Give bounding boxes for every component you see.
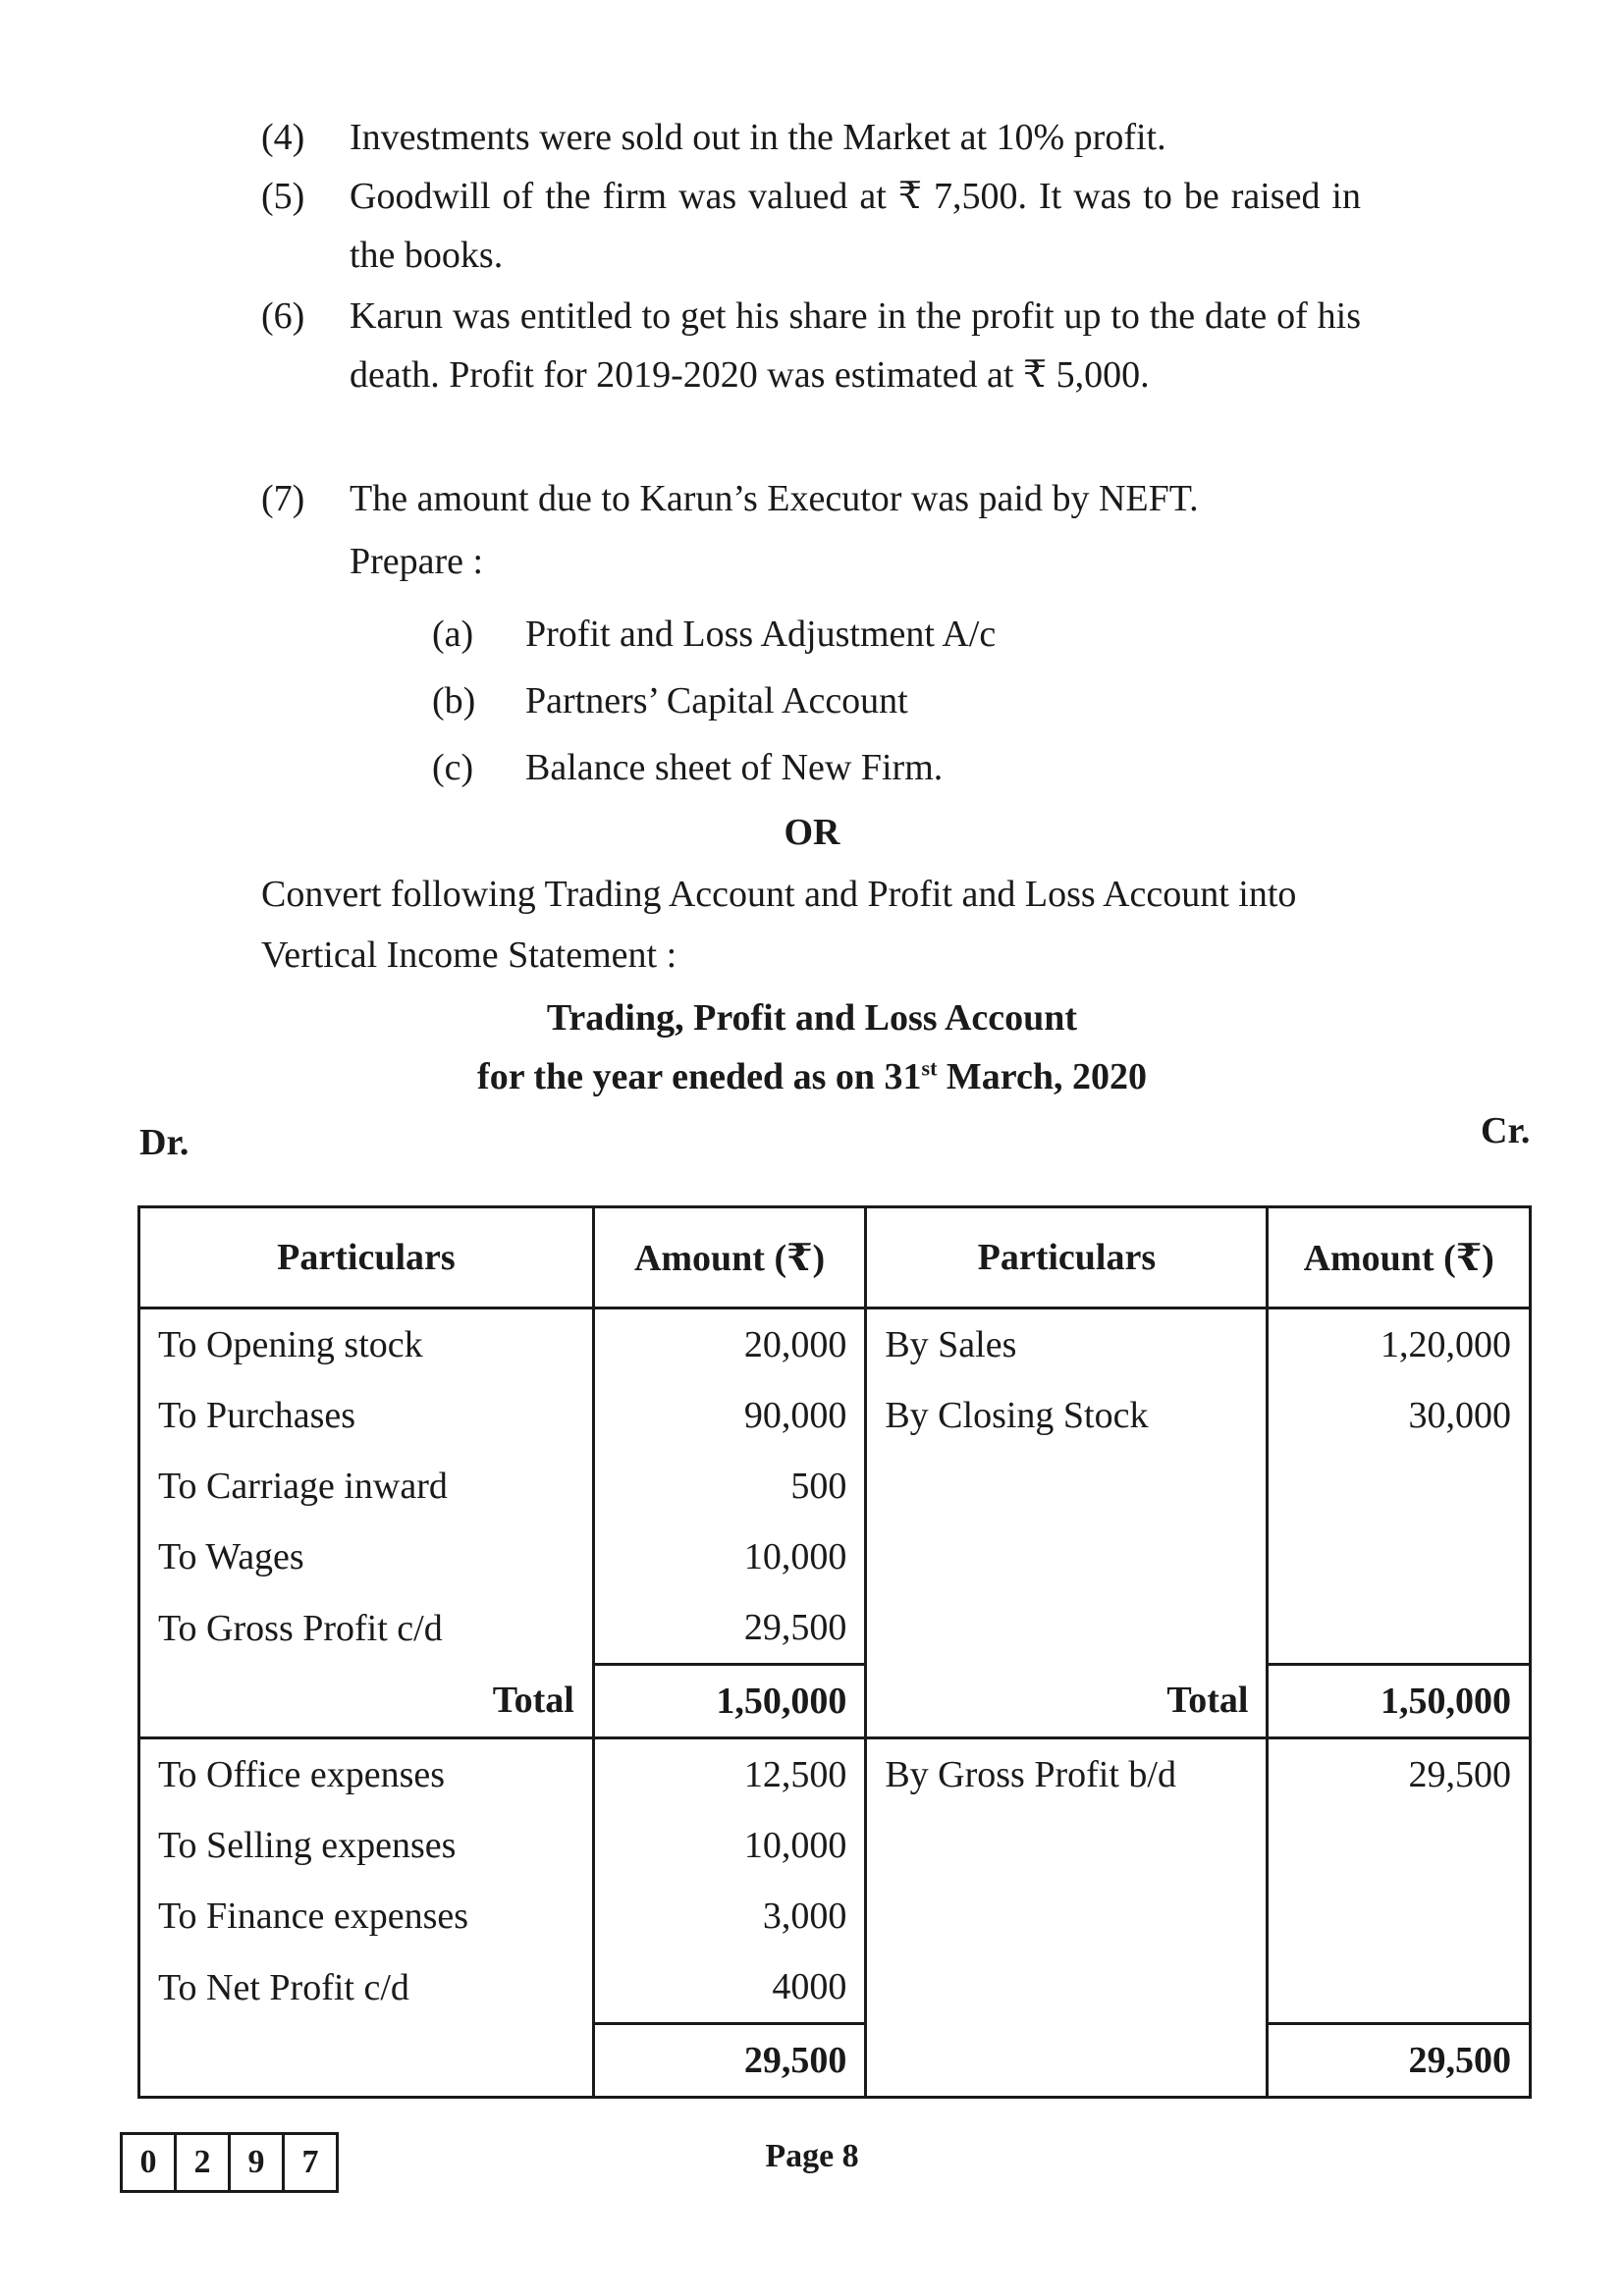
cr-particular xyxy=(866,1951,1268,2024)
table-header-row xyxy=(139,1207,1531,1308)
cr-total-blank xyxy=(866,2024,1268,2098)
item-text: Goodwill of the firm was valued at ₹ 7,500. It was to be raised in the books. xyxy=(350,176,1361,276)
cr-total-label: Total xyxy=(866,1665,1268,1738)
cr-amount xyxy=(1268,1881,1531,1951)
dr-particular: To Opening stock xyxy=(139,1308,594,1381)
dr-amount: 10,000 xyxy=(593,1522,865,1592)
cr-amount xyxy=(1268,1451,1531,1522)
sub-item-letter: (c) xyxy=(432,747,474,788)
dr-amount: 3,000 xyxy=(593,1881,865,1951)
code-digit: 0 xyxy=(123,2135,177,2190)
header-dr-amount: Amount (₹) xyxy=(593,1207,865,1308)
code-digit: 7 xyxy=(301,2144,319,2180)
table-row xyxy=(139,1951,1531,2024)
dr-particular: To Finance expenses xyxy=(139,1881,594,1951)
dr-particular: To Office expenses xyxy=(139,1738,594,1811)
dr-label: Dr. xyxy=(139,1122,189,1163)
or-separator: OR xyxy=(784,812,840,853)
dr-particular: To Wages xyxy=(139,1522,594,1592)
account-title: Trading, Profit and Loss Account xyxy=(546,997,1078,1039)
cr-particular: By Sales xyxy=(866,1308,1268,1381)
item-text: Investments were sold out in the Market at 10% profit. xyxy=(350,117,1166,158)
dr-amount: 10,000 xyxy=(593,1810,865,1881)
subtitle-text: for the year eneded as on 31 xyxy=(477,1056,922,1097)
cr-total-amount: 29,500 xyxy=(1268,2024,1531,2098)
table-row xyxy=(139,1738,1531,1811)
cr-particular xyxy=(866,1592,1268,1665)
subtitle-date: March, 2020 xyxy=(937,1056,1147,1097)
cr-amount: 30,000 xyxy=(1268,1380,1531,1451)
item-number: (4) xyxy=(261,117,305,158)
dr-total-blank xyxy=(139,2024,594,2098)
prepare-label: Prepare : xyxy=(350,541,484,582)
table-row xyxy=(139,1810,1531,1881)
pl-total-row xyxy=(139,2024,1531,2098)
cr-total-amount: 1,50,000 xyxy=(1268,1665,1531,1738)
page-number: Page 8 xyxy=(765,2138,859,2174)
cr-amount xyxy=(1268,1951,1531,2024)
table-row xyxy=(139,1380,1531,1451)
dr-particular: To Gross Profit c/d xyxy=(139,1592,594,1665)
table-row xyxy=(139,1308,1531,1381)
dr-amount: 4000 xyxy=(593,1951,865,2024)
sub-item-letter: (a) xyxy=(432,614,474,655)
table-row xyxy=(139,1451,1531,1522)
cr-amount xyxy=(1268,1810,1531,1881)
sub-item-letter: (b) xyxy=(432,680,476,721)
cr-particular xyxy=(866,1810,1268,1881)
dr-particular: To Purchases xyxy=(139,1380,594,1451)
cr-amount xyxy=(1268,1522,1531,1592)
dr-amount: 90,000 xyxy=(593,1380,865,1451)
header-cr-amount: Amount (₹) xyxy=(1268,1207,1531,1308)
cr-particular: By Closing Stock xyxy=(866,1380,1268,1451)
cr-amount: 29,500 xyxy=(1268,1738,1531,1811)
item-number: (5) xyxy=(261,176,305,217)
cr-amount: 1,20,000 xyxy=(1268,1308,1531,1381)
dr-amount: 500 xyxy=(593,1451,865,1522)
dr-amount: 29,500 xyxy=(593,1592,865,1665)
table-row xyxy=(139,1881,1531,1951)
dr-amount: 12,500 xyxy=(593,1738,865,1811)
sub-item-text: Profit and Loss Adjustment A/c xyxy=(525,614,997,655)
instruction-text: Convert following Trading Account and Profit and Loss Account into Vertical Income Statement : xyxy=(261,874,1297,976)
sub-item-text: Balance sheet of New Firm. xyxy=(525,747,944,788)
item-text: The amount due to Karun’s Executor was paid by NEFT. xyxy=(350,478,1199,519)
dr-particular: To Selling expenses xyxy=(139,1810,594,1881)
item-number: (6) xyxy=(261,295,305,337)
cr-particular xyxy=(866,1881,1268,1951)
item-text: Karun was entitled to get his share in the profit up to the date of his death. Profit for 2019-2020 was estimated at ₹ 5,000. xyxy=(350,295,1361,396)
cr-amount xyxy=(1268,1592,1531,1665)
trading-profit-loss-table xyxy=(137,1205,1532,2099)
dr-particular: To Net Profit c/d xyxy=(139,1951,594,2024)
table-row xyxy=(139,1592,1531,1665)
table-row xyxy=(139,1522,1531,1592)
sub-item-text: Partners’ Capital Account xyxy=(525,680,908,721)
header-cr-particulars: Particulars xyxy=(866,1207,1268,1308)
trading-total-row xyxy=(139,1665,1531,1738)
code-digit: 2 xyxy=(177,2135,231,2190)
code-digit: 9 xyxy=(231,2135,285,2190)
header-dr-particulars: Particulars xyxy=(139,1207,594,1308)
cr-particular xyxy=(866,1451,1268,1522)
account-subtitle xyxy=(0,1055,1624,1098)
dr-particular: To Carriage inward xyxy=(139,1451,594,1522)
cr-particular: By Gross Profit b/d xyxy=(866,1738,1268,1811)
subtitle-superscript: st xyxy=(921,1055,938,1081)
dr-amount: 20,000 xyxy=(593,1308,865,1381)
dr-total-amount: 29,500 xyxy=(593,2024,865,2098)
cr-particular xyxy=(866,1522,1268,1592)
cr-label: Cr. xyxy=(1481,1110,1531,1151)
item-number: (7) xyxy=(261,478,305,519)
dr-total-label: Total xyxy=(139,1665,594,1738)
dr-total-amount: 1,50,000 xyxy=(593,1665,865,1738)
